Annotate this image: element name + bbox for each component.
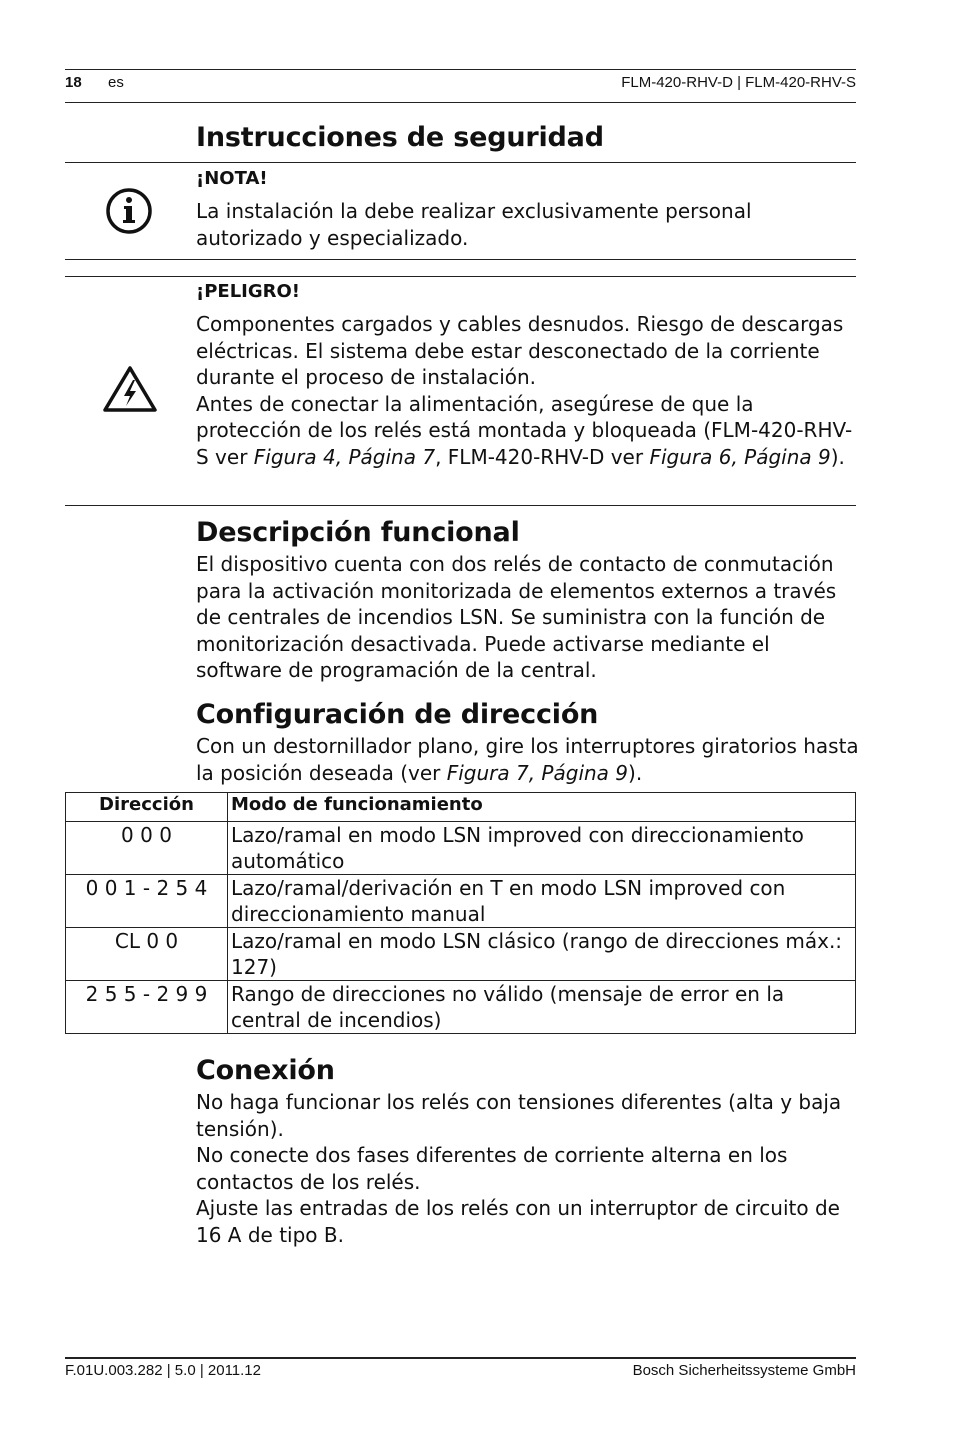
table-row [66,822,856,875]
functional-text [196,551,861,684]
address-paragraph [196,733,861,786]
language-code: es [108,74,124,91]
document-id: F.01U.003.282 | 5.0 | 2011.12 [65,1362,261,1379]
table-row [66,875,856,928]
note-top-rule [65,162,856,163]
danger-bottom-rule [65,505,856,506]
danger-text [196,311,856,470]
mode-cell: Lazo/ramal en modo LSN improved con direccionamiento automático [228,822,856,875]
footer-rule [65,1357,856,1359]
high-voltage-warning-icon [102,364,158,418]
address-table [65,792,856,1034]
note-bottom-rule [65,259,856,260]
connection-paragraph-1: No haga funcionar los relés con tensiones diferentes (alta y baja tensión). [196,1090,842,1141]
connection-title: Conexión [196,1055,335,1086]
address-text-a: Con un destornillador plano, gire los interruptores giratorios hasta la posición deseada (ver [196,734,859,785]
note-text [196,198,861,251]
info-icon [104,186,154,240]
mode-cell: Lazo/ramal en modo LSN clásico (rango de direcciones máx.: 127) [228,928,856,981]
danger-p2-text-a: Antes de conectar la alimentación, asegúrese de que la protección de los relés está montada y bloqueada (FLM-420-RHV-S ver [196,391,853,469]
page-number: 18 [65,74,82,91]
figure-4-reference[interactable]: Figura 4, Página 7 [253,444,436,469]
header-top-rule [65,69,856,70]
address-cell: CL 0 0 [66,928,228,981]
danger-paragraph-2 [196,391,856,471]
mode-cell: Lazo/ramal/derivación en T en modo LSN improved con direccionamiento manual [228,875,856,928]
address-cell: 0 0 1 - 2 5 4 [66,875,228,928]
danger-top-rule [65,276,856,277]
mode-cell: Rango de direcciones no válido (mensaje de error en la central de incendios) [228,981,856,1034]
header-modo: Modo de funcionamiento [228,793,856,822]
functional-paragraph: El dispositivo cuenta con dos relés de contacto de conmutación para la activación monitorizada de elementos externos a través de centrales de incendios LSN. Se suministra con la función de monitorización desactivada. Puede activarse mediante el software de programación de la central. [196,552,837,682]
note-label: ¡NOTA! [196,168,268,189]
connection-paragraph-2: No conecte dos fases diferentes de corriente alterna en los contactos de los relés. [196,1143,788,1194]
address-title: Configuración de dirección [196,699,599,730]
safety-title: Instrucciones de seguridad [196,122,604,153]
connection-paragraph-3: Ajuste las entradas de los relés con un interruptor de circuito de 16 A de tipo B. [196,1196,840,1247]
table-header-row [66,793,856,822]
danger-p2-text-b: , FLM-420-RHV-D ver [435,444,650,469]
danger-paragraph-1: Componentes cargados y cables desnudos. Riesgo de descargas eléctricas. El sistema debe estar desconectado de la corriente durante el proceso de instalación. [196,312,844,389]
danger-p2-text-c: ). [830,444,845,469]
header-direccion: Dirección [66,793,228,822]
danger-label: ¡PELIGRO! [196,281,301,302]
figure-7-reference[interactable]: Figura 7, Página 9 [446,760,629,785]
figure-6-reference[interactable]: Figura 6, Página 9 [649,444,831,469]
header-bottom-rule [65,102,856,103]
table-row [66,981,856,1034]
note-paragraph: La instalación la debe realizar exclusivamente personal autorizado y especializado. [196,199,752,250]
connection-text [196,1089,861,1248]
address-cell: 0 0 0 [66,822,228,875]
functional-title: Descripción funcional [196,517,520,548]
address-cell: 2 5 5 - 2 9 9 [66,981,228,1034]
product-name: FLM-420-RHV-D | FLM-420-RHV-S [621,74,856,91]
company-name: Bosch Sicherheitssysteme GmbH [632,1362,856,1379]
address-text [196,733,861,786]
table-row [66,928,856,981]
address-text-b: ). [628,760,643,785]
